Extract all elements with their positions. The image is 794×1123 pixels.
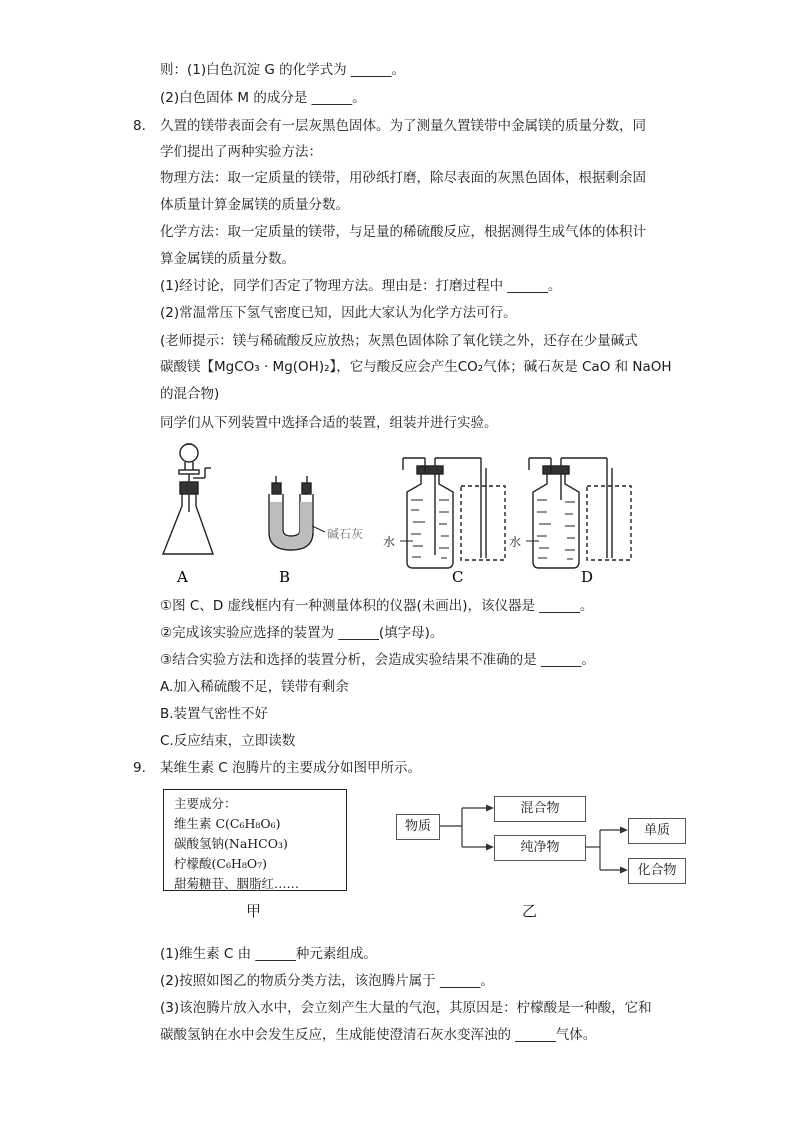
q8-line-3: 物理方法：取一定质量的镁带，用砂纸打磨，除尽表面的灰黑色固体，根据剩余固 [160,170,646,186]
q8-line-7: (1)经讨论，同学们否定了物理方法。理由是：打磨过程中 ______。 [160,278,562,294]
node-danzhi: 单质 [628,818,686,844]
question-8-number: 8. [133,118,146,134]
q8-line-5: 化学方法：取一定质量的镁带，与足量的稀硫酸反应，根据测得生成气体的体积计 [160,224,646,240]
q8-line-8: (2)常温常压下氢气密度已知，因此大家认为化学方法可行。 [160,305,517,321]
apparatus-c-bottle [400,458,505,568]
label-c: C [452,568,464,586]
q9-sub-1: (1)维生素 C 由 ______种元素组成。 [160,946,377,962]
q8-line-6: 算金属镁的质量分数。 [160,251,295,267]
apparatus-b-u-tube [269,476,325,550]
q8-sub-3: ③结合实验方法和选择的装置分析，会造成实验结果不准确的是 ______。 [160,652,595,668]
q9-line-1: 某维生素 C 泡腾片的主要成分如图甲所示。 [160,760,422,776]
node-huahe: 化合物 [628,858,686,884]
ingredient-sodium-bicarbonate: 碳酸氢钠(NaHCO₃) [174,836,288,851]
water-label-c: 水 [383,535,396,549]
q8-line-11: 的混合物) [160,386,220,402]
q8-line-9: (老师提示：镁与稀硫酸反应放热；灰黑色固体除了氧化镁之外，还存在少量碱式 [160,333,638,349]
label-b: B [279,568,291,586]
q8-sub-2: ②完成该实验应选择的装置为 ______(填字母)。 [160,625,444,641]
q8-line-12: 同学们从下列装置中选择合适的装置，组装并进行实验。 [160,415,498,431]
apparatus-d-bottle [526,458,631,568]
node-wuzhi: 物质 [396,814,440,840]
q9-sub-3-line-2: 碳酸氢钠在水中会发生反应，生成能使澄清石灰水变浑浊的 ______气体。 [160,1027,597,1043]
ingredients-box [163,789,347,891]
q8-line-1: 久置的镁带表面会有一层灰黑色固体。为了测量久置镁带中金属镁的质量分数，同 [160,118,646,134]
label-a: A [177,568,188,586]
q8-line-10: 碳酸镁【MgCO₃ · Mg(OH)₂】，它与酸反应会产生CO₂气体；碱石灰是 CaO 和 NaOH [160,359,672,375]
q8-line-2: 学们提出了两种实验方法： [160,144,322,160]
question-9-number: 9. [133,760,146,776]
q9-sub-3-line-1: (3)该泡腾片放入水中，会立刻产生大量的气泡，其原因是：柠檬酸是一种酸，它和 [160,1000,652,1016]
label-d: D [581,568,594,586]
water-label-d: 水 [509,535,522,549]
caption-yi: 乙 [522,902,538,920]
apparatus-figure [155,440,635,588]
apparatus-a-flask [163,444,213,554]
prev-question-line-1: 则：(1)白色沉淀 G 的化学式为 ______。 [160,62,405,78]
prev-question-line-2: (2)白色固体 M 的成分是 ______。 [160,90,366,106]
ingredient-others: 甜菊糖苷、胭脂红…… [174,876,300,891]
ingredient-vitamin-c: 维生素 C(C₆H₈O₆) [174,816,281,831]
caption-jia: 甲 [246,902,262,920]
q8-sub-1: ①图 C、D 虚线框内有一种测量体积的仪器(未画出)，该仪器是 ______。 [160,598,594,614]
soda-lime-label: 碱石灰 [327,527,364,541]
node-chunjing: 纯净物 [494,835,586,861]
q8-option-a: A.加入稀硫酸不足，镁带有剩余 [160,679,349,695]
q8-line-4: 体质量计算金属镁的质量分数。 [160,197,349,213]
q8-option-c: C.反应结束，立即读数 [160,733,296,749]
ingredient-citric-acid: 柠檬酸(C₆H₈O₇) [174,856,267,871]
q9-sub-2: (2)按照如图乙的物质分类方法，该泡腾片属于 ______。 [160,973,494,989]
q8-option-b: B.装置气密性不好 [160,706,269,722]
ingredients-title: 主要成分： [174,796,237,811]
node-hunhe: 混合物 [494,796,586,822]
